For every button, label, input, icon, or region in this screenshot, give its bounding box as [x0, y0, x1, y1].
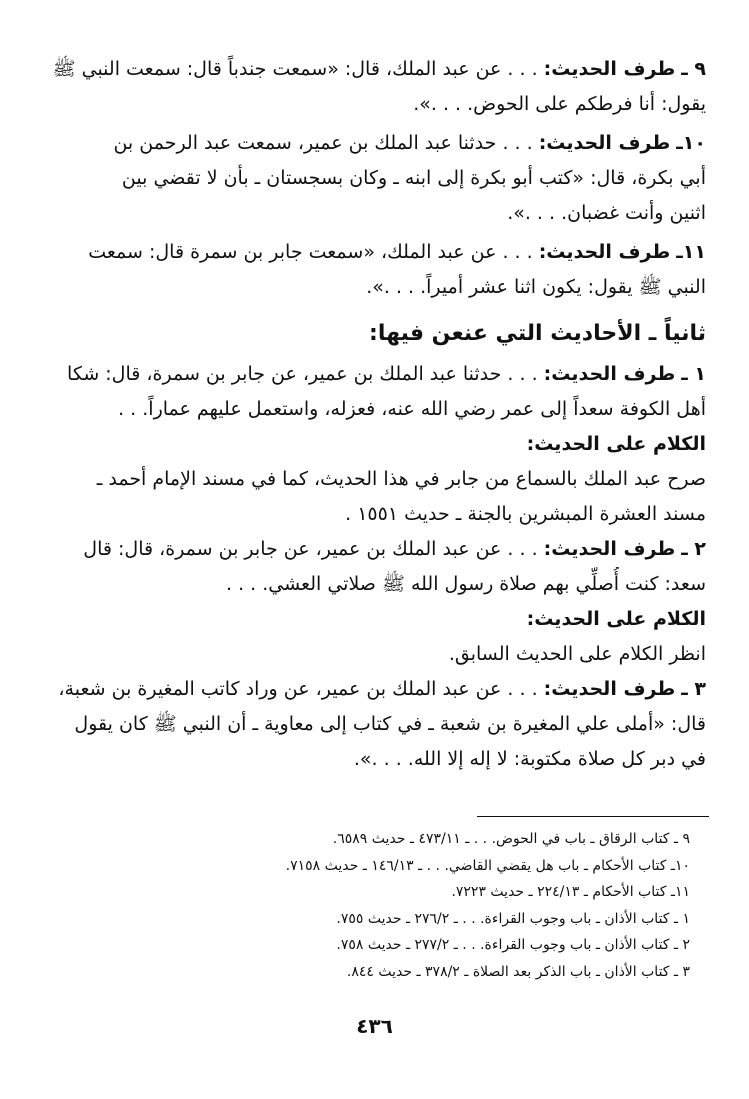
entry-line: صرح عبد الملك بالسماع من جابر في هذا الحديث، كما في مسند الإمام أحمد ـ — [96, 468, 706, 490]
entry-line: قال: «أملى علي المغيرة بن شعبة ـ في كتاب إلى معاوية ـ أن النبي ﷺ كان يقول — [74, 713, 706, 735]
lead-label: طرف الحديث: — [543, 363, 676, 385]
lead-label: طرف الحديث: — [538, 241, 671, 263]
entry-number: ٩ ـ — [681, 58, 706, 80]
entry-line: في دبر كل صلاة مكتوبة: لا إله إلا الله. . . .». — [353, 748, 706, 770]
entry-number: ١١ـ — [676, 241, 706, 263]
lead-label: طرف الحديث: — [543, 678, 676, 700]
entry-line: ١ ـ طرف الحديث: . . . حدثنا عبد الملك بن عمير، عن جابر بن سمرة، قال: شكا — [32, 357, 706, 392]
hadith-entry — [32, 672, 706, 777]
hadith-entry — [32, 235, 706, 305]
entry-line: سعد: كنت أُصلِّي بهم صلاة رسول الله ﷺ صلاتي العشي. . . . — [225, 573, 706, 595]
page-body — [32, 52, 706, 777]
entry-line: مسند العشرة المبشرين بالجنة ـ حديث ١٥٥١ . — [345, 503, 706, 525]
lead-label: طرف الحديث: — [543, 58, 676, 80]
entry-line: ١٠ـ طرف الحديث: . . . حدثنا عبد الملك بن عمير، سمعت عبد الرحمن بن — [32, 126, 706, 161]
entry-line: انظر الكلام على الحديث السابق. — [448, 643, 706, 665]
hadith-entry — [32, 52, 706, 122]
entry-line: النبي ﷺ يقول: يكون اثنا عشر أميراً. . . .». — [366, 276, 706, 298]
footnote: ١١ـ كتاب الأحكام ـ ٢٢٤/١٣ ـ حديث ٧٢٢٣. — [451, 884, 690, 900]
entry-line: أهل الكوفة سعداً إلى عمر رضي الله عنه، فعزله، واستعمل عليهم عماراً. . . — [118, 398, 706, 420]
footnote: ١٠ـ كتاب الأحكام ـ باب هل يقضي القاضي. . . ـ ١٤٦/١٣ ـ حديث ٧١٥٨. — [285, 857, 690, 874]
entry-line: ٢ ـ طرف الحديث: . . . عن عبد الملك بن عمير، عن جابر بن سمرة، قال: قال — [32, 532, 706, 567]
footnote: ١ ـ كتاب الأذان ـ باب وجوب القراءة. . . ـ ٢٧٦/٢ ـ حديث ٧٥٥. — [336, 910, 690, 927]
entry-line: يقول: أنا فرطكم على الحوض. . . .». — [413, 93, 706, 115]
entry-line: ٣ ـ طرف الحديث: . . . عن عبد الملك بن عمير، عن وراد كاتب المغيرة بن شعبة، — [32, 672, 706, 707]
entry-line: ١١ـ طرف الحديث: . . . عن عبد الملك، «سمعت جابر بن سمرة قال: سمعت — [32, 235, 706, 270]
footnote: ٣ ـ كتاب الأذان ـ باب الذكر بعد الصلاة ـ ٣٧٨/٢ ـ حديث ٨٤٤. — [346, 963, 690, 980]
comment-heading: الكلام على الحديث: — [526, 433, 706, 455]
footnote: ٢ ـ كتاب الأذان ـ باب وجوب القراءة. . . ـ ٢٧٧/٢ ـ حديث ٧٥٨. — [336, 937, 690, 953]
entry-number: ٣ ـ — [681, 678, 706, 700]
section-heading: ثانياً ـ الأحاديث التي عنعن فيها: — [369, 321, 706, 346]
entry-number: ٢ ـ — [681, 538, 706, 560]
footnotes — [200, 826, 690, 985]
footnote: ٩ ـ كتاب الرقاق ـ باب في الحوض. . . ـ ٤٧٣/١١ ـ حديث ٦٥٨٩. — [332, 831, 690, 847]
page-number: ٤٣٦ — [356, 1014, 393, 1038]
entry-line: اثنين وأنت غضبان. . . .». — [507, 202, 706, 224]
lead-label: طرف الحديث: — [538, 132, 671, 154]
hadith-entry — [32, 532, 706, 672]
entry-number: ١٠ـ — [676, 132, 706, 154]
hadith-entry — [32, 126, 706, 231]
comment-heading: الكلام على الحديث: — [526, 608, 706, 630]
entry-line: أبي بكرة، قال: «كتب أبو بكرة إلى ابنه ـ وكان بسجستان ـ بأن لا تقضي بين — [121, 167, 706, 189]
hadith-entry — [32, 357, 706, 532]
footnote-divider — [477, 816, 709, 817]
lead-label: طرف الحديث: — [543, 538, 676, 560]
entry-number: ١ ـ — [681, 363, 706, 385]
entry-line: ٩ ـ طرف الحديث: . . . عن عبد الملك، قال: «سمعت جندباً قال: سمعت النبي ﷺ — [32, 52, 706, 87]
